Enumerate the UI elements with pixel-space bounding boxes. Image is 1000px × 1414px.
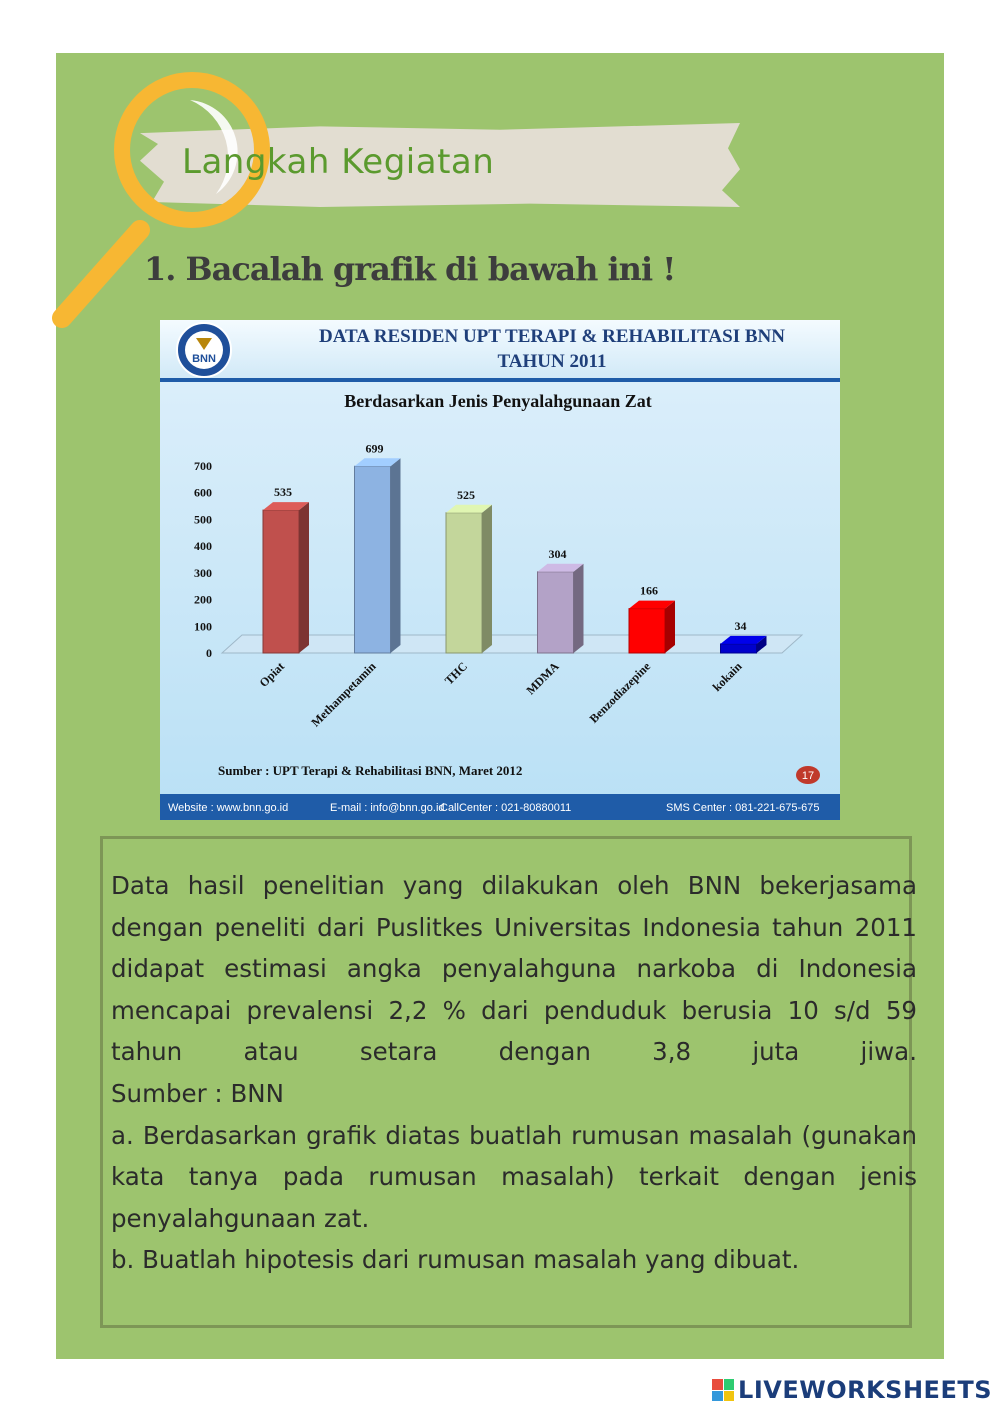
bar-value-label: 525 [457,487,475,502]
logo-text: BNN [192,353,216,365]
bar-side [299,502,309,653]
header-divider [160,378,840,382]
footer-sms: SMS Center : 081-221-675-675 [666,802,820,814]
y-tick-label: 600 [194,485,212,500]
bar-front [446,513,482,653]
bnn-logo [177,323,231,377]
body-paragraph: Data hasil penelitian yang dilakukan oleh BNN bekerjasama dengan peneliti dari Puslitkes Universitas Indonesia tahun 2011 didapat estimasi angka penyalahguna narkoba di Indonesia mencapai prevalensi 2,2 % dari penduduk berusia 10 s/d 59 tahun atau setara dengan 3,8 juta jiwa. [111,871,917,1067]
chart-svg [160,320,840,820]
y-tick-label: 0 [206,646,212,660]
y-tick-label: 300 [194,565,212,580]
y-tick-label: 100 [194,619,212,634]
x-category-label: MDMA [523,659,562,698]
step-title: 1. Bacalah grafik di bawah ini ! [144,250,676,288]
question-b: b. Buatlah hipotesis dari rumusan masalah yang dibuat. [111,1245,800,1275]
bar-value-label: 535 [274,485,292,500]
bar-front [629,609,665,653]
brand-text: LIVEWORKSHEETS [738,1376,992,1404]
y-tick-label: 200 [194,592,212,607]
bar-front [721,644,757,653]
footer-email: E-mail : info@bnn.go.id [330,802,445,814]
x-category-label: Benzodiazepine [586,659,654,726]
footer-callcenter: CallCenter : 021-80880011 [440,802,572,814]
banner-title-line1: DATA RESIDEN UPT TERAPI & REHABILITASI BNN [319,326,785,347]
bar-value-label: 699 [365,441,384,456]
chart-title: Berdasarkan Jenis Penyalahgunaan Zat [344,391,652,411]
bar-side [482,505,492,653]
bar-kokain [721,636,767,653]
liveworksheets-mark-icon [712,1379,734,1401]
x-category-label: Opiat [256,659,288,690]
y-tick-label: 700 [194,459,212,473]
magnifier-icon [40,60,300,350]
bar-value-label: 304 [548,546,567,561]
reading-textbox [100,836,917,1328]
slide-number: 17 [801,770,815,782]
bar-value-label: 166 [640,583,658,598]
bar-front [263,510,299,653]
bar-side [665,601,675,653]
body-source: Sumber : BNN [111,1078,284,1108]
chart-source: Sumber : UPT Terapi & Rehabilitasi BNN, Maret 2012 [218,763,523,778]
bar-value-label: 34 [734,618,747,633]
x-category-label: Methampetamin [308,659,379,730]
bar-side [574,564,584,653]
chart-slide [160,320,840,820]
x-category-label: kokain [709,659,745,695]
bar-opiat [263,502,309,653]
liveworksheets-logo [712,1376,992,1404]
section-heading: Langkah Kegiatan [182,142,495,182]
bar-front [355,466,391,653]
slide-number-badge [796,766,820,784]
x-category-label: THC [441,659,471,688]
bar-thc [446,505,492,653]
bar-side [391,458,401,653]
bar-benzodiazepine [629,601,675,653]
y-tick-label: 500 [194,512,212,527]
bar-front [538,572,574,653]
question-a: a. Berdasarkan grafik diatas buatlah rumusan masalah (gunakan kata tanya pada rumusan masalah) terkait dengan jenis penyalahgunaan zat. [111,1120,917,1233]
bar-mdma [538,564,584,653]
banner-title-line2: TAHUN 2011 [497,351,607,372]
y-tick-label: 400 [194,539,212,554]
bar-methampetamin [355,458,401,653]
footer-website: Website : www.bnn.go.id [168,802,289,814]
